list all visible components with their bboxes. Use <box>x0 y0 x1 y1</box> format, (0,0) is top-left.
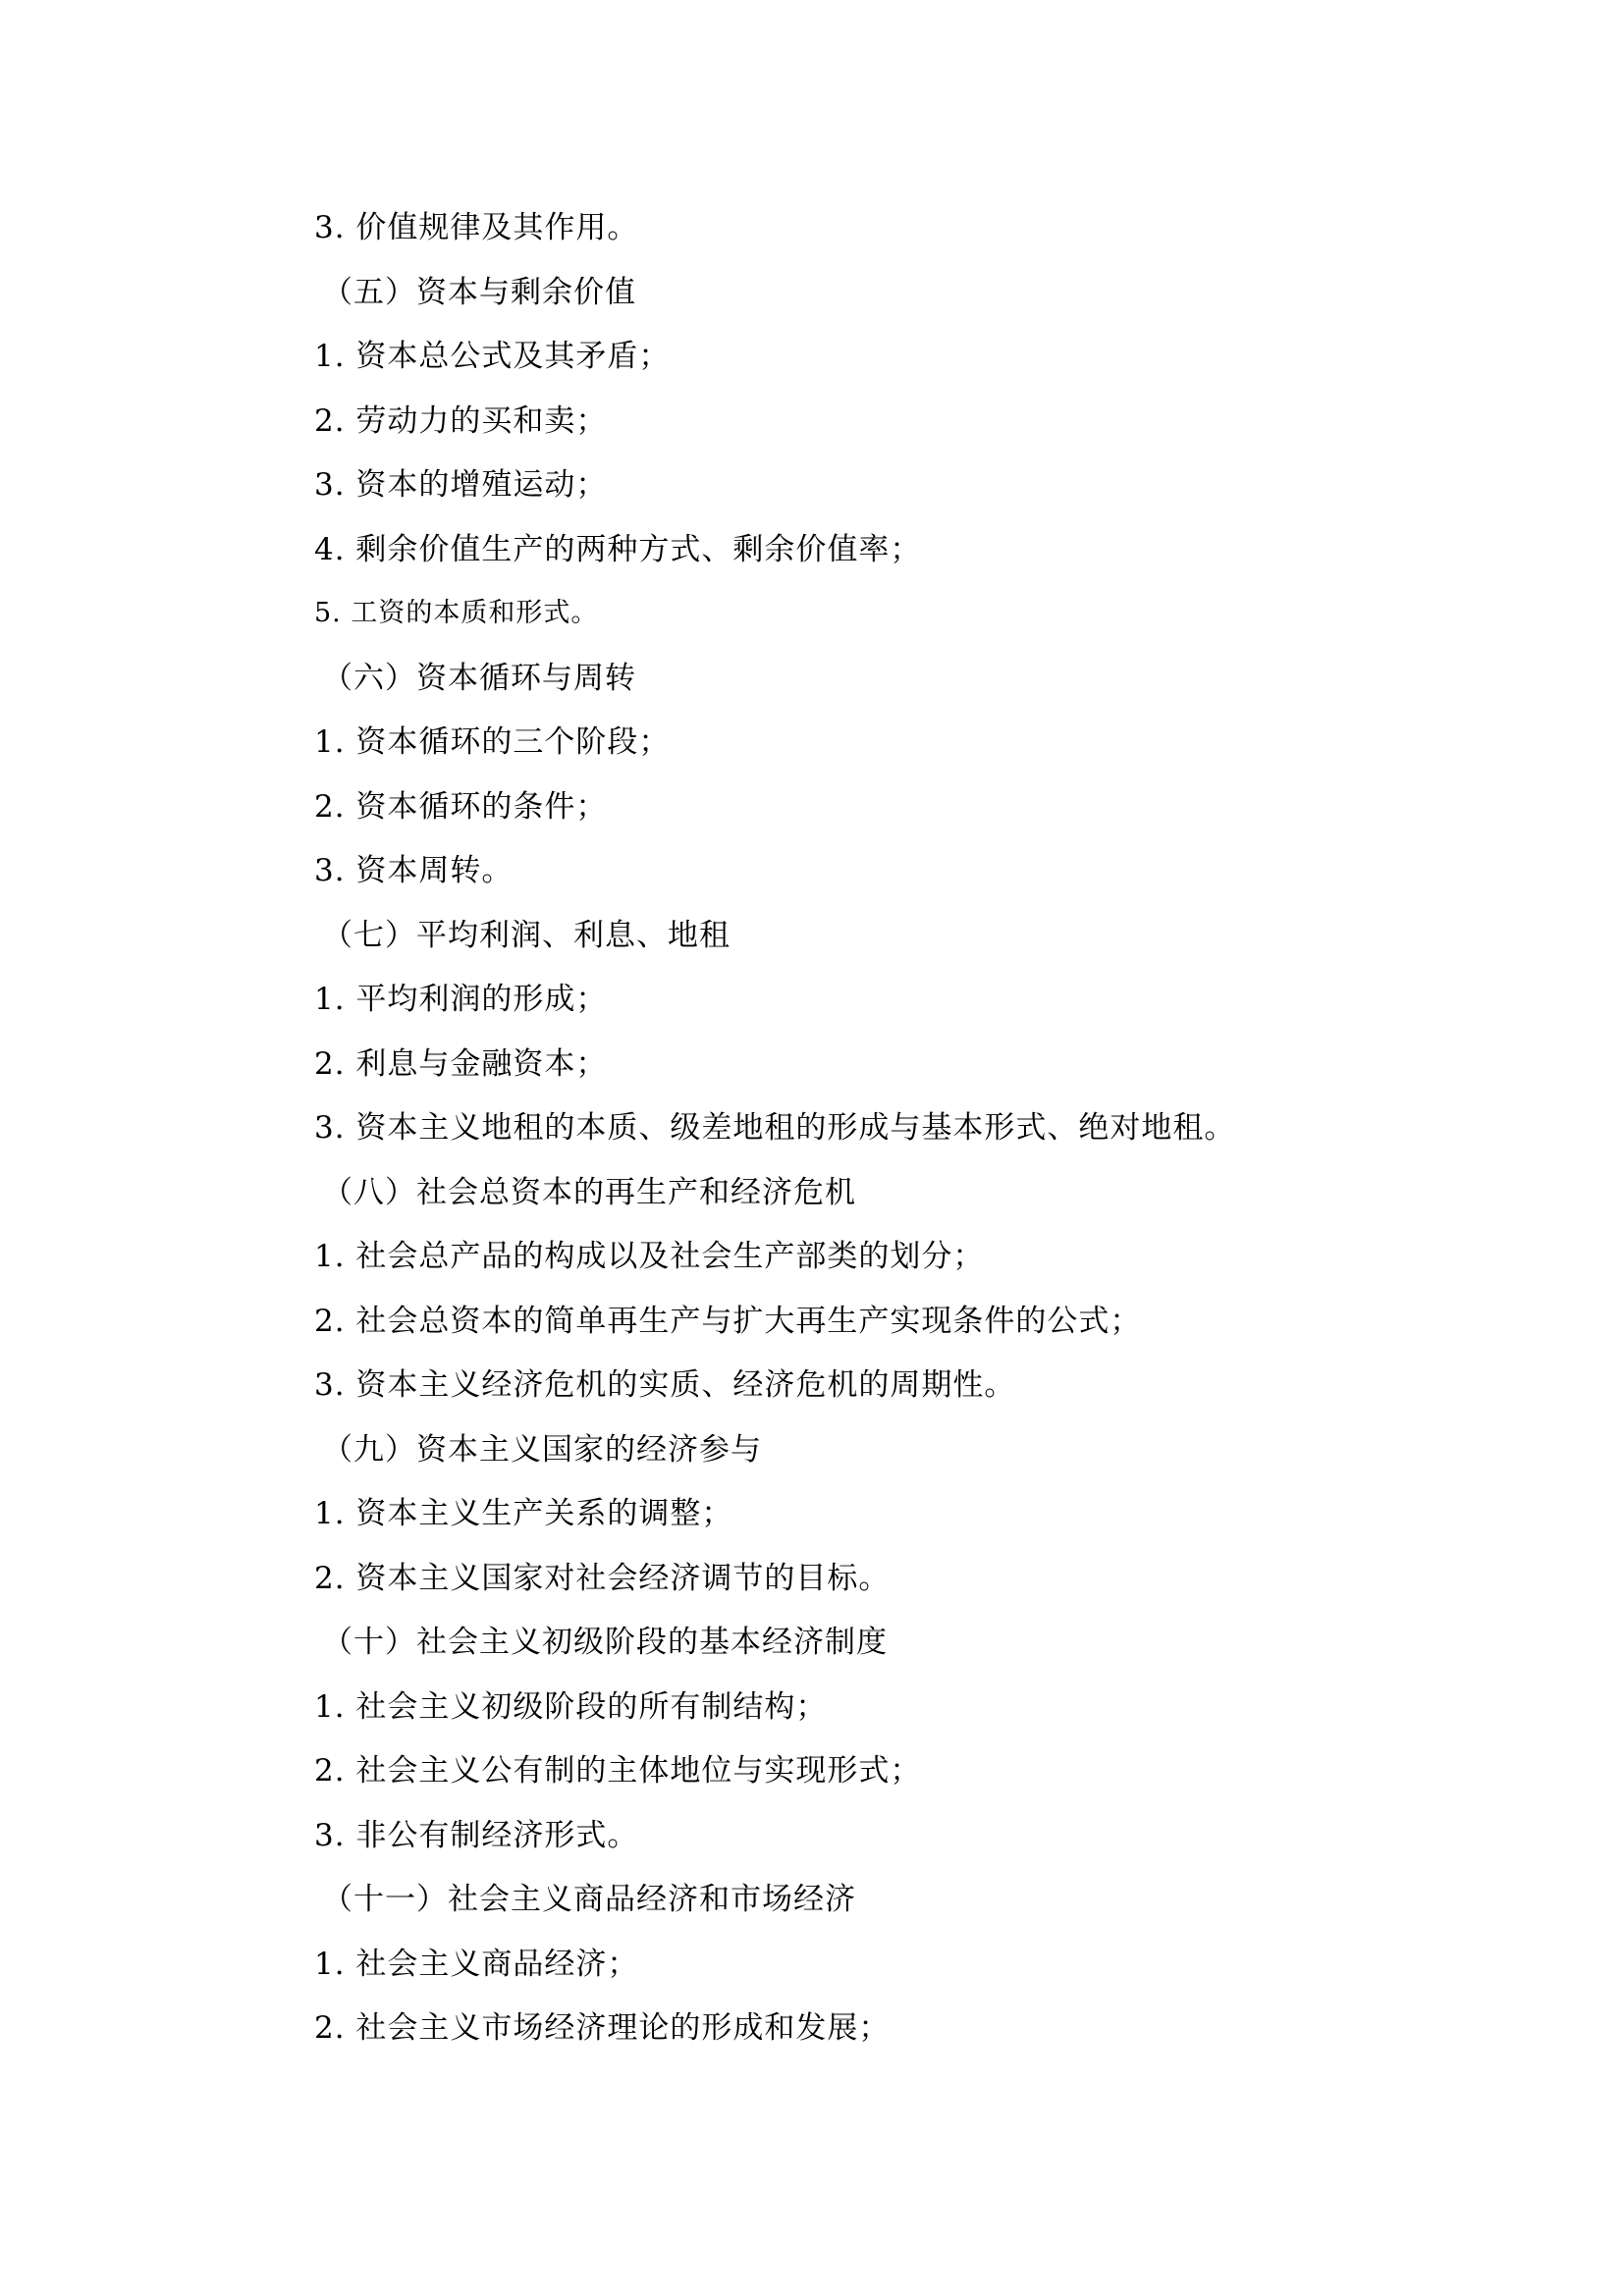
list-item: 3. 资本周转。 <box>314 853 514 888</box>
list-item: 1. 资本主义生产关系的调整； <box>314 1496 733 1531</box>
list-item: 1. 资本循环的三个阶段； <box>314 724 671 760</box>
list-item: 2. 社会主义公有制的主体地位与实现形式； <box>314 1753 922 1789</box>
section-heading: （十）社会主义初级阶段的基本经济制度 <box>322 1625 888 1660</box>
section-heading: （五）资本与剩余价值 <box>322 274 636 310</box>
list-item: 1. 资本总公式及其矛盾； <box>314 339 671 374</box>
section-heading: （八）社会总资本的再生产和经济危机 <box>322 1174 856 1210</box>
list-item: 2. 劳动力的买和卖； <box>314 402 608 439</box>
list-item: 1. 社会总产品的构成以及社会生产部类的划分； <box>314 1239 985 1274</box>
list-item: 2. 社会总资本的简单再生产与扩大再生产实现条件的公式； <box>314 1303 1142 1339</box>
section-heading: （七）平均利润、利息、地租 <box>322 917 731 953</box>
list-item: 3. 资本主义地租的本质、级差地租的形成与基本形式、绝对地租。 <box>314 1110 1236 1146</box>
list-item: 1. 平均利润的形成； <box>314 982 608 1017</box>
list-item: 1. 社会主义初级阶段的所有制结构； <box>314 1688 828 1725</box>
list-item: 3. 资本主义经济危机的实质、经济危机的周期性。 <box>314 1367 1016 1403</box>
list-item: 2. 社会主义市场经济理论的形成和发展； <box>314 2010 891 2046</box>
list-item: 3. 资本的增殖运动； <box>314 467 608 503</box>
list-item: 5. 工资的本质和形式。 <box>314 598 599 628</box>
list-item: 4. 剩余价值生产的两种方式、剩余价值率； <box>314 531 922 567</box>
document-body <box>314 204 1326 2069</box>
list-item: 2. 利息与金融资本； <box>314 1045 608 1082</box>
section-heading: （九）资本主义国家的经济参与 <box>322 1431 762 1468</box>
list-item: 2. 资本主义国家对社会经济调节的目标。 <box>314 1560 891 1596</box>
list-item: 1. 社会主义商品经济； <box>314 1946 639 1982</box>
list-item: 3. 非公有制经济形式。 <box>314 1817 639 1853</box>
list-item: 3. 价值规律及其作用。 <box>314 210 639 245</box>
list-item: 2. 资本循环的条件； <box>314 788 608 825</box>
section-heading: （六）资本循环与周转 <box>322 660 636 696</box>
section-heading: （十一）社会主义商品经济和市场经济 <box>322 1882 856 1917</box>
